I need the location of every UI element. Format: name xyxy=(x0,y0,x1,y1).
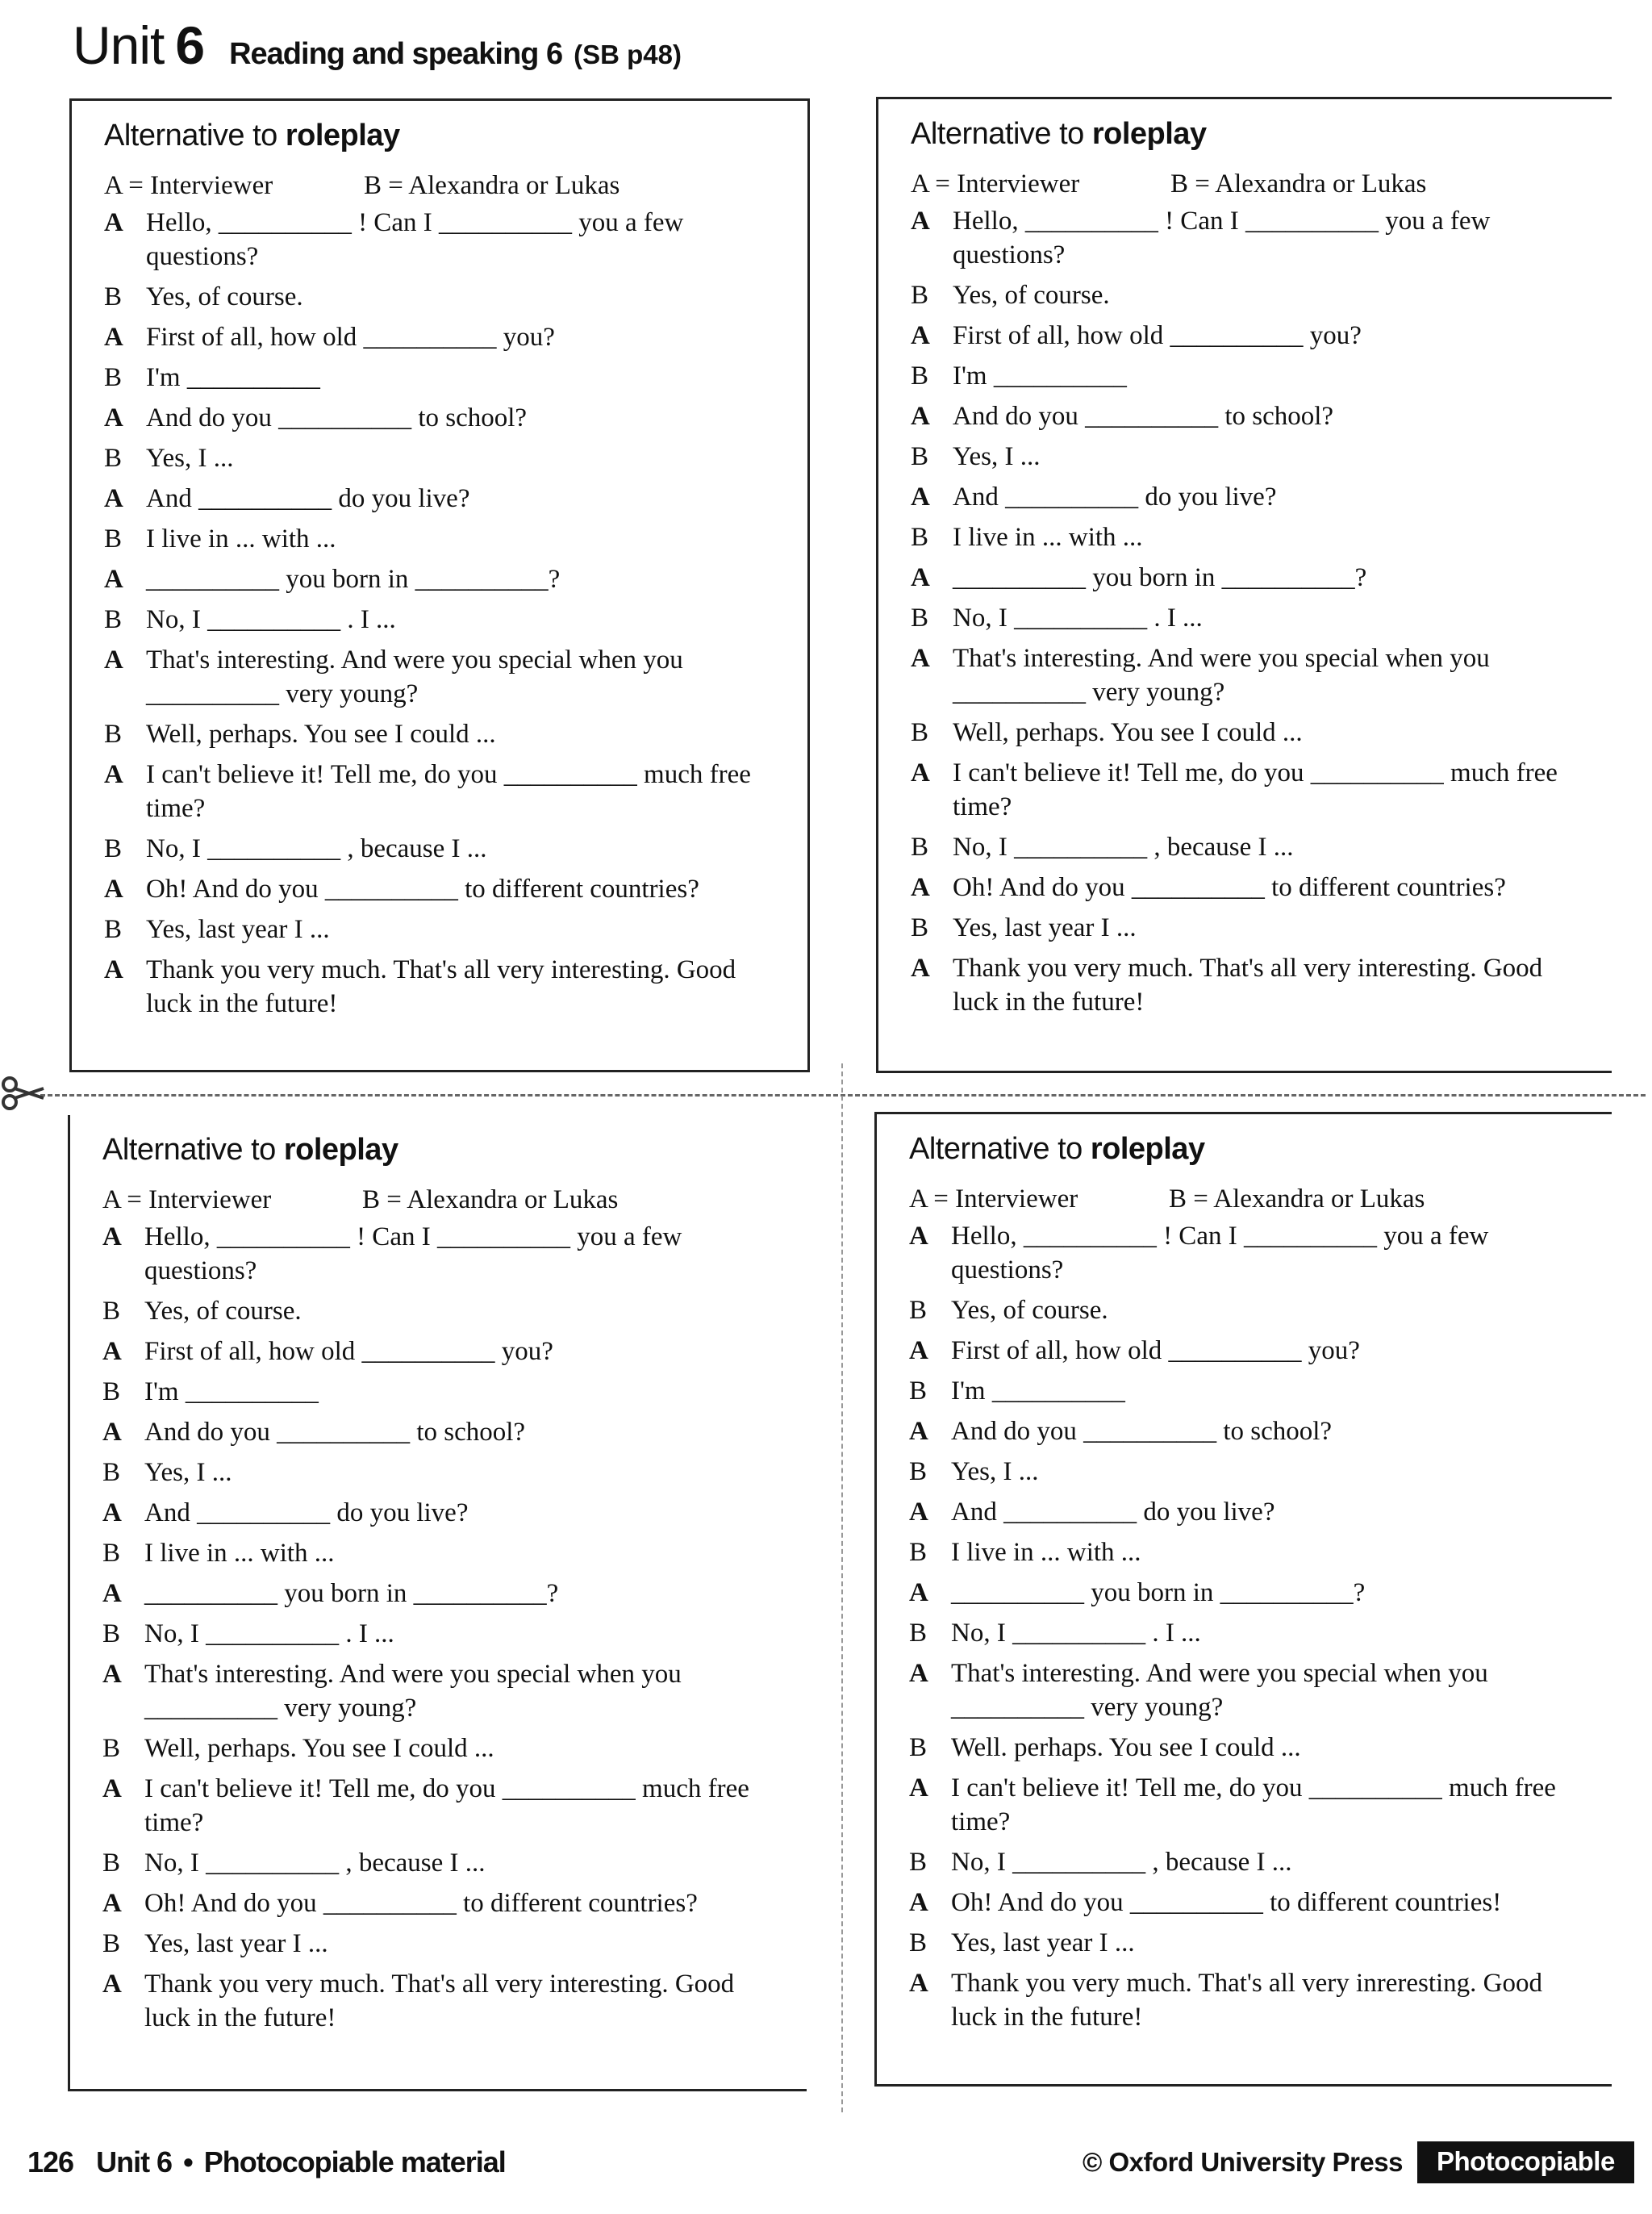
dialogue-line xyxy=(104,913,786,946)
card-title xyxy=(911,115,1591,152)
section-reference: (SB p48) xyxy=(574,40,682,69)
roleplay-card xyxy=(69,98,810,1072)
dialogue-line xyxy=(909,1495,1591,1529)
photocopiable-badge: Photocopiable xyxy=(1417,2141,1634,2183)
dialogue-line xyxy=(909,1616,1591,1650)
speaker-label: B xyxy=(909,1619,928,1648)
speaker-label: A xyxy=(102,1498,122,1527)
dialogue-text: Thank you very much. That's all very inreresting. Good luck in the future! xyxy=(951,1969,1542,2032)
speaker-label: B xyxy=(104,834,123,863)
speaker-label: A xyxy=(104,875,123,904)
card-title xyxy=(102,1131,786,1168)
speaker-label: A xyxy=(102,1889,122,1918)
dialogue-line xyxy=(102,1967,786,2035)
dialogue-text: And do you __________ to school? xyxy=(144,1418,526,1447)
vertical-cut-line xyxy=(841,1063,843,2112)
dialogue-text: Hello, __________ ! Can I __________ you a few questions? xyxy=(953,207,1491,269)
speaker-label: A xyxy=(102,1774,122,1803)
dialogue-line xyxy=(104,361,786,395)
dialogue-text: No, I __________ . I ... xyxy=(953,604,1203,633)
speaker-label: B xyxy=(909,1733,928,1762)
dialogue-line xyxy=(102,1415,786,1449)
roles-line xyxy=(104,165,786,206)
dialogue-line xyxy=(909,1656,1591,1724)
dialogue-text: __________ you born in __________? xyxy=(146,565,561,594)
speaker-label: B xyxy=(102,1539,121,1568)
speaker-label: A xyxy=(104,323,123,352)
speaker-label: A xyxy=(104,645,123,675)
speaker-label: B xyxy=(911,523,929,552)
dialogue-text: No, I __________ , because I ... xyxy=(951,1848,1292,1877)
dialogue-line xyxy=(104,872,786,906)
card-title xyxy=(104,117,786,154)
speaker-label: B xyxy=(909,1296,928,1325)
dialogue-text: Yes, of course. xyxy=(953,281,1110,310)
speaker-label: B xyxy=(911,442,929,471)
page-footer xyxy=(27,2138,506,2187)
dialogue-line xyxy=(911,204,1591,272)
speaker-label: A xyxy=(104,955,123,984)
speaker-label: B xyxy=(911,718,929,747)
speaker-label: B xyxy=(102,1297,121,1326)
card-title-plain: Alternative to xyxy=(909,1132,1091,1166)
speaker-label: A xyxy=(102,1970,122,1999)
dialogue-line xyxy=(911,716,1591,750)
dialogue-text: Yes, of course. xyxy=(951,1296,1108,1325)
card-title-plain: Alternative to xyxy=(102,1133,284,1167)
speaker-label: A xyxy=(911,873,930,902)
dialogue-text: Oh! And do you __________ to different countries! xyxy=(951,1888,1502,1917)
dialogue-line xyxy=(909,1576,1591,1610)
dialogue-text: __________ you born in __________? xyxy=(951,1578,1366,1607)
dialogue-line xyxy=(911,601,1591,635)
speaker-label: A xyxy=(911,321,930,350)
dialogue-line xyxy=(104,320,786,354)
dialogue-line xyxy=(911,399,1591,433)
speaker-label: A xyxy=(911,207,930,236)
dialogue-text: I live in ... with ... xyxy=(146,524,336,554)
scissors-icon xyxy=(0,1073,45,1113)
dialogue-line xyxy=(104,441,786,475)
speaker-label: A xyxy=(104,208,123,237)
footer-separator: • xyxy=(183,2145,193,2178)
role-b: B = Alexandra or Lukas xyxy=(1169,1184,1425,1214)
roleplay-card xyxy=(876,97,1612,1073)
section-title: Reading and speaking 6 xyxy=(229,37,563,71)
roles-line xyxy=(102,1180,786,1220)
card-title-bold: roleplay xyxy=(1090,1132,1205,1166)
dialogue-line xyxy=(909,1771,1591,1839)
card-title-plain: Alternative to xyxy=(104,119,286,152)
dialogue-line xyxy=(102,1846,786,1880)
speaker-label: A xyxy=(909,1578,928,1607)
dialogue xyxy=(911,204,1591,1026)
speaker-label: B xyxy=(911,281,929,310)
card-title-bold: roleplay xyxy=(285,119,400,152)
speaker-label: A xyxy=(104,484,123,513)
dialogue-text: Yes, last year I ... xyxy=(951,1928,1135,1957)
dialogue-line xyxy=(102,1732,786,1765)
speaker-label: A xyxy=(909,1222,928,1251)
dialogue-text: Yes, I ... xyxy=(953,442,1041,471)
speaker-label: B xyxy=(104,720,123,749)
dialogue-line xyxy=(909,1455,1591,1489)
speaker-label: B xyxy=(911,604,929,633)
dialogue-text: That's interesting. And were you special when you __________ very young? xyxy=(144,1660,682,1723)
dialogue-line xyxy=(911,951,1591,1019)
dialogue-text: Thank you very much. That's all very interesting. Good luck in the future! xyxy=(953,954,1543,1017)
roleplay-card xyxy=(874,1112,1612,2087)
dialogue-text: Oh! And do you __________ to different countries? xyxy=(953,873,1506,902)
dialogue-line xyxy=(104,832,786,866)
dialogue-text: That's interesting. And were you special when you __________ very young? xyxy=(146,645,683,708)
dialogue-text: __________ you born in __________? xyxy=(953,563,1367,592)
dialogue-line xyxy=(911,911,1591,945)
role-b: B = Alexandra or Lukas xyxy=(1170,169,1427,198)
dialogue-line xyxy=(104,206,786,274)
dialogue-line xyxy=(911,319,1591,353)
dialogue-text: That's interesting. And were you special when you __________ very young? xyxy=(951,1659,1488,1722)
speaker-label: B xyxy=(104,444,123,473)
dialogue-text: I'm __________ xyxy=(951,1376,1125,1406)
dialogue-line xyxy=(911,830,1591,864)
dialogue-text: Oh! And do you __________ to different countries? xyxy=(146,875,699,904)
speaker-label: A xyxy=(102,1579,122,1608)
dialogue-text: Hello, __________ ! Can I __________ you a few questions? xyxy=(951,1222,1489,1285)
dialogue-line xyxy=(909,1886,1591,1919)
dialogue-text: And __________ do you live? xyxy=(146,484,470,513)
dialogue-line xyxy=(909,1966,1591,2034)
dialogue-text: First of all, how old __________ you? xyxy=(144,1337,553,1366)
speaker-label: B xyxy=(102,1377,121,1406)
role-b: B = Alexandra or Lukas xyxy=(362,1185,619,1214)
footer-unit-label: Unit 6 xyxy=(96,2145,173,2178)
card-title-bold: roleplay xyxy=(283,1133,398,1167)
dialogue-line xyxy=(909,1731,1591,1765)
dialogue-text: And do you __________ to school? xyxy=(953,402,1334,431)
speaker-label: B xyxy=(911,833,929,862)
roles-line xyxy=(909,1179,1591,1219)
dialogue-text: Yes, of course. xyxy=(146,282,303,311)
speaker-label: A xyxy=(104,403,123,432)
dialogue-text: First of all, how old __________ you? xyxy=(146,323,555,352)
dialogue-line xyxy=(104,401,786,435)
dialogue-text: No, I __________ . I ... xyxy=(146,605,396,634)
dialogue-text: Hello, __________ ! Can I __________ you a few questions? xyxy=(144,1222,682,1285)
dialogue-line xyxy=(104,280,786,314)
dialogue-text: I can't believe it! Tell me, do you __________ much free time? xyxy=(953,758,1558,821)
speaker-label: B xyxy=(102,1734,121,1763)
role-b: B = Alexandra or Lukas xyxy=(364,171,620,200)
speaker-label: A xyxy=(104,565,123,594)
dialogue-text: First of all, how old __________ you? xyxy=(951,1336,1360,1365)
speaker-label: A xyxy=(909,1773,928,1803)
dialogue-text: No, I __________ . I ... xyxy=(144,1619,394,1648)
dialogue-line xyxy=(909,1334,1591,1368)
dialogue-line xyxy=(909,1374,1591,1408)
dialogue-text: I live in ... with ... xyxy=(144,1539,335,1568)
dialogue-line xyxy=(102,1577,786,1610)
dialogue-line xyxy=(911,440,1591,474)
speaker-label: A xyxy=(909,1888,928,1917)
dialogue-text: __________ you born in __________? xyxy=(144,1579,559,1608)
role-a: A = Interviewer xyxy=(911,169,1080,198)
dialogue-line xyxy=(102,1375,786,1409)
dialogue-text: Yes, last year I ... xyxy=(144,1929,328,1958)
dialogue-line xyxy=(104,603,786,637)
dialogue-line xyxy=(102,1657,786,1725)
dialogue-line xyxy=(909,1926,1591,1960)
role-a: A = Interviewer xyxy=(102,1185,272,1214)
dialogue-text: That's interesting. And were you special when you __________ very young? xyxy=(953,644,1490,707)
dialogue-text: Well. perhaps. You see I could ... xyxy=(951,1733,1301,1762)
dialogue-text: No, I __________ , because I ... xyxy=(144,1848,486,1878)
publisher-label: © Oxford University Press xyxy=(1083,2147,1403,2177)
speaker-label: B xyxy=(102,1619,121,1648)
dialogue-line xyxy=(102,1886,786,1920)
card-title-plain: Alternative to xyxy=(911,117,1092,151)
dialogue-line xyxy=(911,561,1591,595)
dialogue xyxy=(102,1220,786,2041)
dialogue-line xyxy=(911,641,1591,709)
dialogue-text: I'm __________ xyxy=(144,1377,319,1406)
card-title xyxy=(909,1130,1591,1168)
role-a: A = Interviewer xyxy=(909,1184,1078,1214)
speaker-label: A xyxy=(909,1969,928,1998)
dialogue-text: I'm __________ xyxy=(953,361,1127,391)
roleplay-card xyxy=(68,1115,807,2091)
dialogue-line xyxy=(104,643,786,711)
speaker-label: B xyxy=(909,1928,928,1957)
dialogue-line xyxy=(911,359,1591,393)
speaker-label: A xyxy=(102,1418,122,1447)
dialogue-line xyxy=(911,480,1591,514)
dialogue-text: I can't believe it! Tell me, do you __________ much free time? xyxy=(951,1773,1556,1836)
dialogue-line xyxy=(104,482,786,516)
dialogue-text: I can't believe it! Tell me, do you __________ much free time? xyxy=(144,1774,749,1837)
speaker-label: A xyxy=(102,1222,122,1251)
dialogue-line xyxy=(102,1536,786,1570)
dialogue-text: Yes, I ... xyxy=(951,1457,1039,1486)
dialogue-line xyxy=(909,1535,1591,1569)
speaker-label: A xyxy=(911,402,930,431)
speaker-label: A xyxy=(104,760,123,789)
dialogue-text: And __________ do you live? xyxy=(953,482,1277,512)
speaker-label: A xyxy=(909,1498,928,1527)
role-a: A = Interviewer xyxy=(104,171,273,200)
speaker-label: B xyxy=(104,524,123,554)
dialogue-text: And __________ do you live? xyxy=(951,1498,1275,1527)
dialogue-line xyxy=(102,1294,786,1328)
footer-material-label: Photocopiable material xyxy=(203,2145,506,2178)
dialogue xyxy=(909,1219,1591,2041)
speaker-label: B xyxy=(102,1848,121,1878)
speaker-label: A xyxy=(911,758,930,787)
speaker-label: A xyxy=(102,1337,122,1366)
speaker-label: A xyxy=(911,644,930,673)
speaker-label: B xyxy=(911,913,929,942)
speaker-label: B xyxy=(104,915,123,944)
speaker-label: B xyxy=(909,1376,928,1406)
speaker-label: B xyxy=(909,1457,928,1486)
dialogue-text: No, I __________ . I ... xyxy=(951,1619,1201,1648)
dialogue-text: Thank you very much. That's all very interesting. Good luck in the future! xyxy=(146,955,736,1018)
dialogue-text: And do you __________ to school? xyxy=(146,403,528,432)
dialogue-text: And __________ do you live? xyxy=(144,1498,469,1527)
dialogue-line xyxy=(104,562,786,596)
dialogue-line xyxy=(911,756,1591,824)
dialogue-line xyxy=(102,1772,786,1840)
speaker-label: B xyxy=(104,605,123,634)
dialogue-line xyxy=(102,1496,786,1530)
dialogue-line xyxy=(911,278,1591,312)
dialogue-text: Yes, I ... xyxy=(144,1458,232,1487)
page-header xyxy=(73,15,682,79)
dialogue-text: Hello, __________ ! Can I __________ you a few questions? xyxy=(146,208,684,271)
dialogue-text: Well, perhaps. You see I could ... xyxy=(146,720,496,749)
speaker-label: A xyxy=(909,1659,928,1688)
speaker-label: B xyxy=(909,1848,928,1877)
dialogue-text: Yes, I ... xyxy=(146,444,234,473)
dialogue-line xyxy=(911,871,1591,904)
speaker-label: B xyxy=(102,1458,121,1487)
speaker-label: B xyxy=(102,1929,121,1958)
dialogue-text: Oh! And do you __________ to different countries? xyxy=(144,1889,698,1918)
card-title-bold: roleplay xyxy=(1091,117,1207,151)
dialogue-text: First of all, how old __________ you? xyxy=(953,321,1362,350)
dialogue-line xyxy=(102,1927,786,1961)
dialogue-line xyxy=(909,1414,1591,1448)
dialogue-text: Yes, last year I ... xyxy=(953,913,1137,942)
dialogue-text: Well, perhaps. You see I could ... xyxy=(953,718,1303,747)
horizontal-cut-line xyxy=(40,1094,1646,1097)
dialogue-line xyxy=(104,717,786,751)
speaker-label: B xyxy=(911,361,929,391)
dialogue-line xyxy=(911,520,1591,554)
dialogue xyxy=(104,206,786,1027)
speaker-label: A xyxy=(911,482,930,512)
dialogue-text: Well, perhaps. You see I could ... xyxy=(144,1734,494,1763)
speaker-label: B xyxy=(104,282,123,311)
unit-number: 6 xyxy=(175,15,206,75)
dialogue-line xyxy=(102,1335,786,1368)
page-number: 126 xyxy=(27,2145,74,2178)
dialogue-text: No, I __________ , because I ... xyxy=(953,833,1294,862)
dialogue-text: I live in ... with ... xyxy=(953,523,1143,552)
dialogue-text: I can't believe it! Tell me, do you __________ much free time? xyxy=(146,760,751,823)
dialogue-line xyxy=(909,1293,1591,1327)
publisher-footer xyxy=(1083,2138,1634,2187)
dialogue-text: No, I __________ , because I ... xyxy=(146,834,487,863)
dialogue-text: Yes, of course. xyxy=(144,1297,302,1326)
speaker-label: A xyxy=(102,1660,122,1689)
speaker-label: B xyxy=(104,363,123,392)
dialogue-line xyxy=(102,1220,786,1288)
speaker-label: A xyxy=(911,954,930,983)
dialogue-text: Yes, last year I ... xyxy=(146,915,330,944)
dialogue-text: Thank you very much. That's all very interesting. Good luck in the future! xyxy=(144,1970,735,2032)
dialogue-line xyxy=(102,1617,786,1651)
roles-line xyxy=(911,164,1591,204)
dialogue-line xyxy=(104,758,786,825)
speaker-label: A xyxy=(909,1417,928,1446)
unit-label: Unit xyxy=(73,15,165,75)
dialogue-text: And do you __________ to school? xyxy=(951,1417,1333,1446)
dialogue-line xyxy=(102,1456,786,1489)
speaker-label: A xyxy=(909,1336,928,1365)
dialogue-line xyxy=(909,1845,1591,1879)
dialogue-line xyxy=(909,1219,1591,1287)
speaker-label: A xyxy=(911,563,930,592)
dialogue-line xyxy=(104,953,786,1021)
dialogue-text: I live in ... with ... xyxy=(951,1538,1141,1567)
dialogue-line xyxy=(104,522,786,556)
speaker-label: B xyxy=(909,1538,928,1567)
dialogue-text: I'm __________ xyxy=(146,363,320,392)
